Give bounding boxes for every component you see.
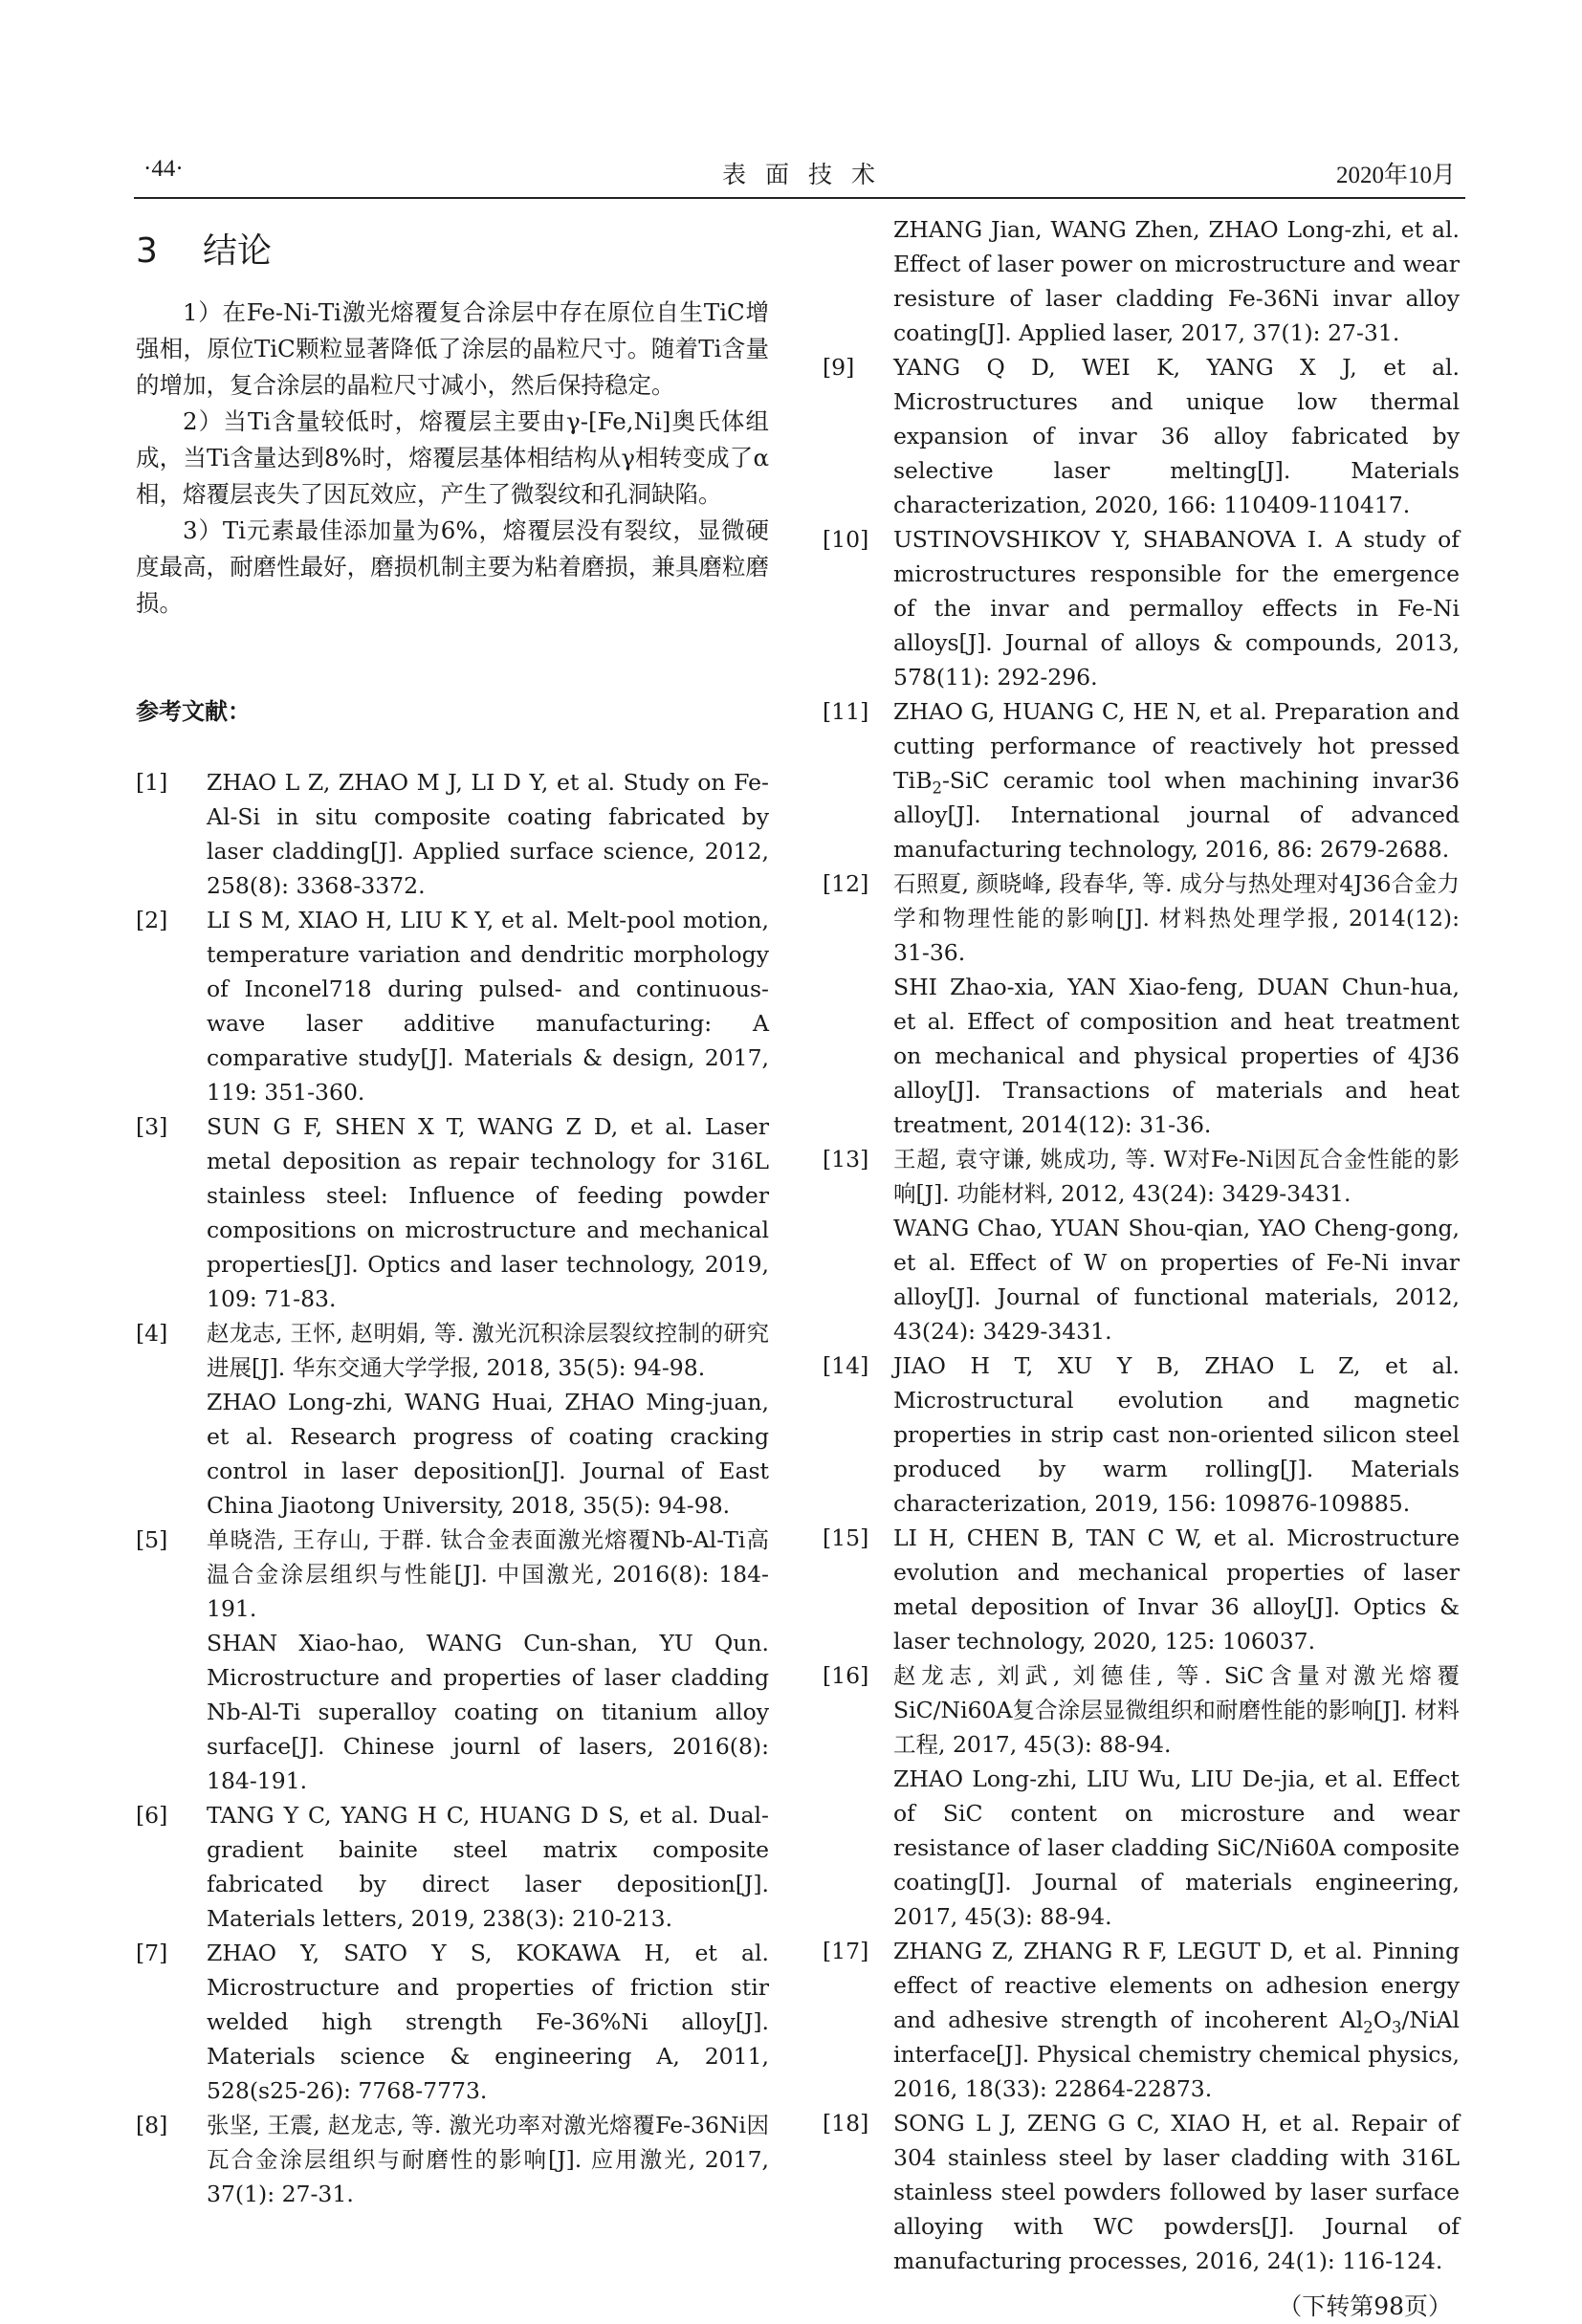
journal-title: 表面技术	[721, 161, 894, 188]
reference-number: [9]	[823, 354, 855, 381]
reference-item	[136, 765, 769, 903]
reference-text: LI S M, XIAO H, LIU K Y, et al. Melt-pool motion, temperature variation and dendritic morphology of Inconel718 during pulsed- and continuous-wave laser additive manufacturing: A comparative study[J]. Materials & design, 2017, 119: 351-360.	[207, 907, 769, 1106]
reference-text: USTINOVSHIKOV Y, SHABANOVA I. A study of microstructures responsible for the emergence of the invar and permalloy effects in Fe-Ni alloys[J]. Journal of alloys & compounds, 2013, 578(11): 292-296.	[893, 526, 1460, 691]
reference-text-b: -SiC ceramic tool when machining invar36 alloy[J]. International journal of advanced manufacturing technology, 2016, 86: 2679-2688.	[893, 767, 1460, 863]
reference-number: [10]	[823, 526, 869, 553]
reference-8-translation: ZHANG Jian, WANG Zhen, ZHAO Long-zhi, et al. Effect of laser power on microstructure and wear resisture of laser cladding Fe-36Ni invar alloy coating[J]. Applied laser, 2017, 37(1): 27-31.	[893, 216, 1460, 346]
reference-item	[136, 1523, 769, 1798]
reference-item	[823, 1521, 1460, 1658]
reference-item	[823, 350, 1460, 522]
reference-number: [16]	[823, 1662, 869, 1689]
reference-number: [13]	[823, 1146, 869, 1173]
reference-text: 王超, 袁守谦, 姚成功, 等. W对Fe-Ni因瓦合金性能的影响[J]. 功能材料, 2012, 43(24): 3429-3431.	[893, 1146, 1460, 1207]
reference-text: ZHAO Y, SATO Y S, KOKAWA H, et al. Microstructure and properties of friction stir welded high strength Fe-36%Ni alloy[J]. Materials science & engineering A, 2011, 528(s25-26): 7768-7773.	[207, 1940, 769, 2104]
reference-text-mid: O	[1373, 2006, 1393, 2033]
reference-list-left	[136, 765, 769, 2211]
reference-item	[823, 1934, 1460, 2106]
conclusion-paragraph-1: 1）在Fe-Ni-Ti激光熔覆复合涂层中存在原位自生TiC增强相，原位TiC颗粒显著降低了涂层的晶粒尺寸。随着Ti含量的增加，复合涂层的晶粒尺寸减小，然后保持稳定。	[136, 298, 769, 399]
reference-text: SONG L J, ZENG G C, XIAO H, et al. Repair of 304 stainless steel by laser cladding with 316L stainless steel powders followed by laser surface alloying with WC powders[J]. Journal of manufacturing processes, 2016, 24(1): 116-124.	[893, 2110, 1460, 2274]
reference-number: [3]	[136, 1113, 168, 1140]
reference-number: [7]	[136, 1940, 168, 1966]
subscript: 3	[1392, 2018, 1402, 2037]
issue-date: 2020年10月	[1335, 163, 1456, 188]
reference-translation: ZHAO Long-zhi, LIU Wu, LIU De-jia, et al. Effect of SiC content on microsture and wear resistance of laser cladding SiC/Ni60A composite coating[J]. Journal of materials engineering, 2017, 45(3): 88-94.	[893, 1765, 1460, 1930]
reference-item	[823, 1142, 1460, 1348]
reference-text: 赵龙志, 王怀, 赵明娟, 等. 激光沉积涂层裂纹控制的研究进展[J]. 华东交通大学学报, 2018, 35(5): 94-98.	[207, 1320, 769, 1381]
section-heading	[136, 228, 769, 275]
reference-number: [18]	[823, 2110, 869, 2137]
references-heading: 参考文献：	[136, 698, 251, 725]
reference-text: YANG Q D, WEI K, YANG X J, et al. Microstructures and unique low thermal expansion of invar 36 alloy fabricated by selective laser melting[J]. Materials characterization, 2020, 166: 110409-110417.	[893, 354, 1460, 518]
reference-text: 单晓浩, 王存山, 于群. 钛合金表面激光熔覆Nb-Al-Ti高温合金涂层组织与性能[J]. 中国激光, 2016(8): 184-191.	[207, 1526, 769, 1622]
reference-item	[136, 1936, 769, 2108]
reference-item	[823, 1348, 1460, 1521]
conclusion-paragraph-2: 2）当Ti含量较低时，熔覆层主要由γ-[Fe,Ni]奥氏体组成，当Ti含量达到8%时，熔覆层基体相结构从γ相转变成了α相，熔覆层丧失了因瓦效应，产生了微裂纹和孔洞缺陷。	[136, 407, 769, 508]
reference-text: 石照夏, 颜晓峰, 段春华, 等. 成分与热处理对4J36合金力学和物理性能的影响[J]. 材料热处理学报, 2014(12): 31-36.	[893, 870, 1460, 966]
subscript: 2	[1363, 2018, 1373, 2037]
reference-item	[823, 1658, 1460, 1934]
reference-number: [6]	[136, 1802, 168, 1829]
reference-translation: SHAN Xiao-hao, WANG Cun-shan, YU Qun. Microstructure and properties of laser cladding Nb-Al-Ti superalloy coating on titanium alloy surface[J]. Chinese journl of lasers, 2016(8): 184-191.	[207, 1630, 769, 1794]
reference-text: SUN G F, SHEN X T, WANG Z D, et al. Laser metal deposition as repair technology for 316L stainless steel: Influence of feeding powder compositions on microstructure and mechanical properties[J]. Optics and laser technology, 2019, 109: 71-83.	[207, 1113, 769, 1312]
reference-item	[823, 2106, 1460, 2278]
reference-number: [12]	[823, 870, 869, 897]
reference-number: [4]	[136, 1320, 168, 1347]
reference-number: [8]	[136, 2112, 168, 2138]
reference-number: [2]	[136, 907, 168, 933]
reference-translation: SHI Zhao-xia, YAN Xiao-feng, DUAN Chun-hua, et al. Effect of composition and heat treatment on mechanical and physical properties of 4J36 alloy[J]. Transactions of materials and heat treatment, 2014(12): 31-36.	[893, 974, 1460, 1138]
running-header	[134, 156, 1465, 194]
continued-on-page-note: （下转第98页）	[1278, 2292, 1452, 2320]
reference-translation: ZHAO Long-zhi, WANG Huai, ZHAO Ming-juan, et al. Research progress of coating cracking control in laser deposition[J]. Journal of East China Jiaotong University, 2018, 35(5): 94-98.	[207, 1389, 769, 1519]
reference-text: JIAO H T, XU Y B, ZHAO L Z, et al. Microstructural evolution and magnetic properties in strip cast non-oriented silicon steel produced by warm rolling[J]. Materials characterization, 2019, 156: 109876-109885.	[893, 1352, 1460, 1517]
reference-text: 赵龙志, 刘武, 刘德佳, 等. SiC含量对激光熔覆SiC/Ni60A复合涂层显微组织和耐磨性能的影响[J]. 材料工程, 2017, 45(3): 88-94.	[893, 1662, 1460, 1758]
reference-text: ZHAO L Z, ZHAO M J, LI D Y, et al. Study on Fe-Al-Si in situ composite coating fabricated by laser cladding[J]. Applied surface science, 2012, 258(8): 3368-3372.	[207, 769, 769, 899]
reference-item	[823, 694, 1460, 866]
reference-translation: WANG Chao, YUAN Shou-qian, YAO Cheng-gong, et al. Effect of W on properties of Fe-Ni invar alloy[J]. Journal of functional materials, 2012, 43(24): 3429-3431.	[893, 1215, 1460, 1345]
reference-number: [17]	[823, 1938, 869, 1964]
section-number: 3	[136, 231, 158, 271]
right-column	[823, 212, 1460, 2324]
reference-item	[823, 522, 1460, 694]
reference-item	[136, 2108, 769, 2211]
reference-number: [1]	[136, 769, 168, 796]
reference-number: [11]	[823, 698, 869, 725]
reference-item	[823, 866, 1460, 1142]
reference-text: 张坚, 王震, 赵龙志, 等. 激光功率对激光熔覆Fe-36Ni因瓦合金涂层组织与耐磨性的影响[J]. 应用激光, 2017, 37(1): 27-31.	[207, 2112, 769, 2207]
reference-text-a: ZHAO G, HUANG C, HE N, et al. Preparation and cutting performance of reactively hot pressed TiB	[893, 698, 1460, 794]
reference-number: [5]	[136, 1526, 168, 1553]
reference-text-b: /NiAl interface[J]. Physical chemistry chemical physics, 2016, 18(33): 22864-22873.	[893, 2006, 1460, 2102]
reference-text-a: ZHANG Z, ZHANG R F, LEGUT D, et al. Pinning effect of reactive elements on adhesion energy and adhesive strength of incoherent Al	[893, 1938, 1460, 2033]
reference-text: LI H, CHEN B, TAN C W, et al. Microstructure evolution and mechanical properties of laser metal deposition of Invar 36 alloy[J]. Optics & laser technology, 2020, 125: 106037.	[893, 1524, 1460, 1655]
left-column	[136, 212, 769, 2211]
subscript: 2	[932, 778, 942, 798]
reference-text: TANG Y C, YANG H C, HUANG D S, et al. Dual-gradient bainite steel matrix composite fabricated by direct laser deposition[J]. Materials letters, 2019, 238(3): 210-213.	[207, 1802, 769, 1932]
reference-item	[136, 1798, 769, 1936]
header-rule	[134, 197, 1465, 199]
reference-number: [14]	[823, 1352, 869, 1379]
conclusion-paragraph-3: 3）Ti元素最佳添加量为6%，熔覆层没有裂纹，显微硬度最高，耐磨性最好，磨损机制主要为粘着磨损，兼具磨粒磨损。	[136, 516, 769, 617]
reference-item	[136, 1109, 769, 1316]
reference-item	[136, 903, 769, 1109]
reference-item	[136, 1316, 769, 1523]
page-number: ·44·	[143, 156, 184, 182]
reference-number: [15]	[823, 1524, 869, 1551]
section-title: 结论	[203, 231, 273, 271]
